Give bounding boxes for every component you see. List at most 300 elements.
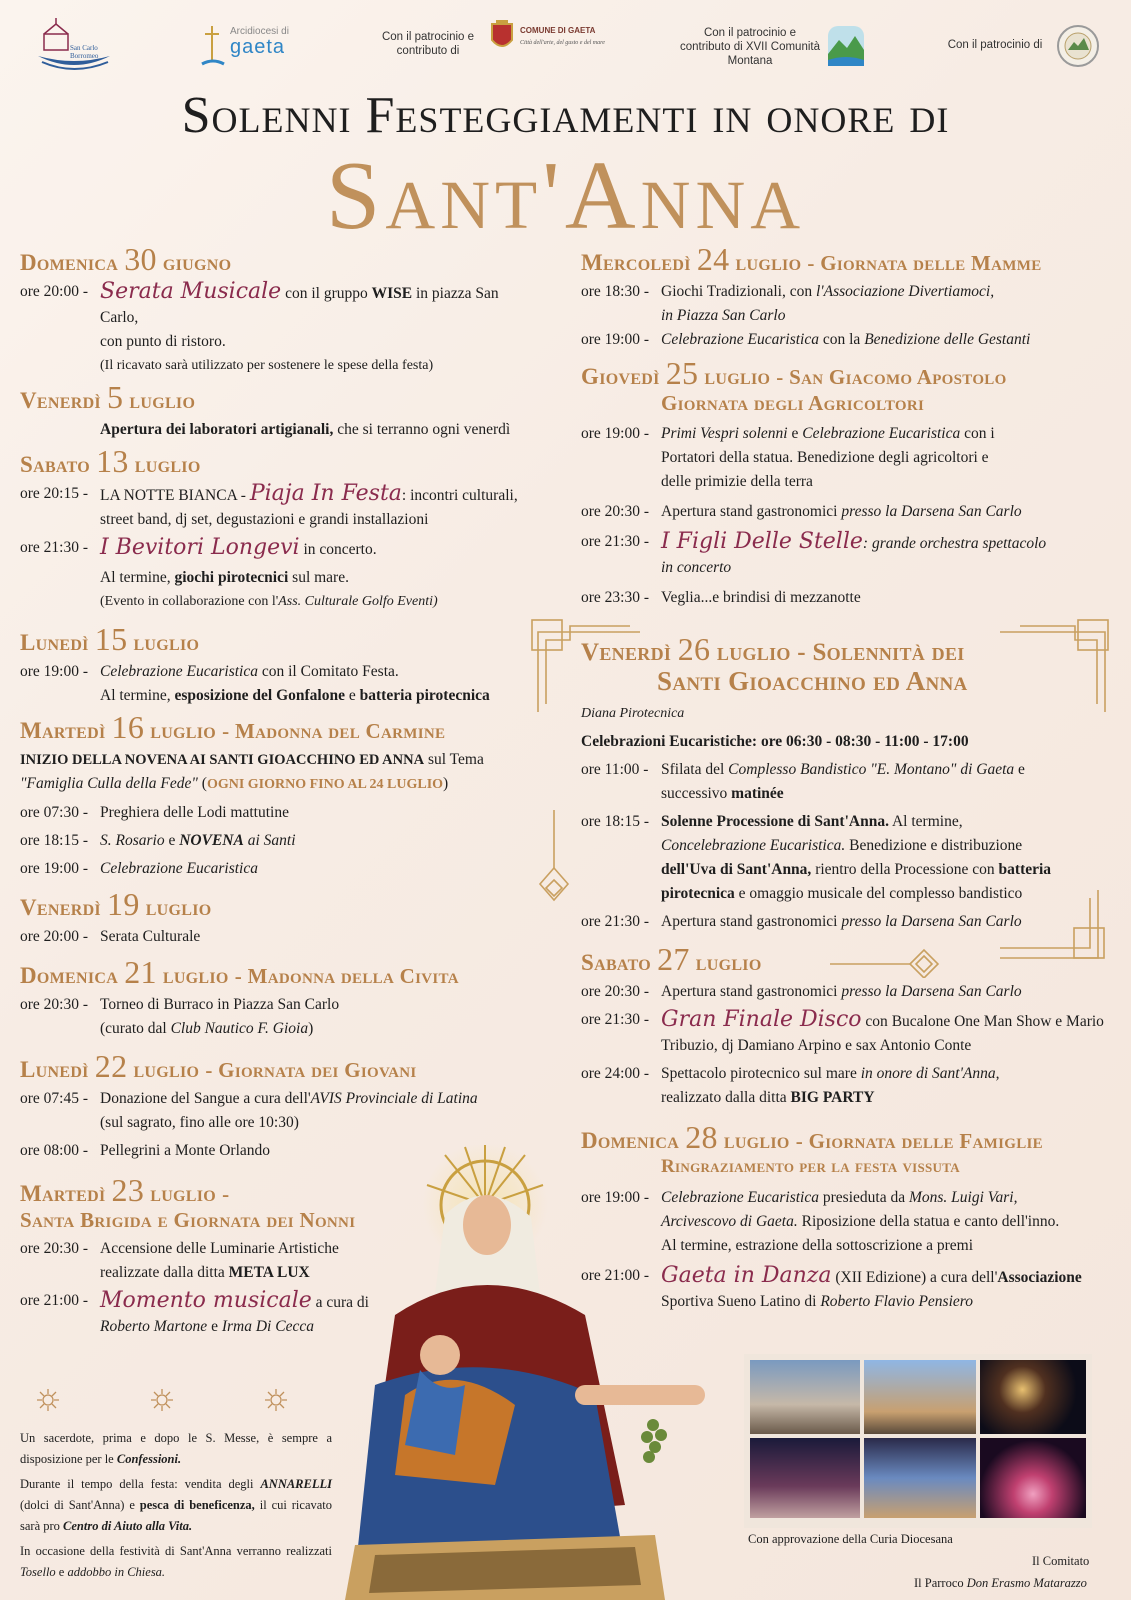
text: in onore di Sant'Anna,	[860, 1065, 1000, 1082]
day-month: giugno	[162, 250, 232, 275]
text: S. Rosario	[100, 832, 165, 849]
parroco-signature	[914, 1576, 1087, 1591]
note-tosello	[20, 1541, 332, 1583]
text: Antonio Conte	[879, 1037, 972, 1054]
event-line	[20, 280, 540, 330]
event-line	[20, 566, 540, 590]
patron1-text: Con il patrocinio e contributo di	[381, 31, 475, 57]
day-dow: Martedì	[20, 1181, 106, 1206]
event-note	[20, 590, 540, 614]
text: LA NOTTE BIANCA -	[100, 487, 246, 504]
event-script: Gran Finale Disco	[661, 1007, 862, 1032]
text: Un sacerdote, prima e dopo le S. Messe, è sempre a disposizione per le	[20, 1431, 332, 1466]
text: presso la Darsena San Carlo	[841, 983, 1022, 1000]
text: sax	[855, 1037, 877, 1054]
photo-procession	[750, 1360, 860, 1434]
text: successivo	[661, 785, 728, 802]
text: Celebrazione Eucaristica	[661, 331, 819, 348]
text: (XII Edizione) a cura dell'	[835, 1269, 998, 1286]
text: META LUX	[228, 1264, 310, 1281]
text: giochi pirotecnici	[174, 569, 289, 586]
ornament-row	[36, 1388, 296, 1417]
text: che si terranno ogni venerdì	[337, 421, 511, 438]
text: e	[58, 1565, 65, 1579]
event-line	[20, 536, 540, 562]
event-time: ore 20:30 -	[20, 996, 89, 1013]
text: matinée	[731, 785, 784, 802]
text: Al termine,	[100, 569, 171, 586]
event-line: "Famiglia Culla della Fede" (OGNI GIORNO FINO AL 24 LUGLIO)	[20, 775, 449, 792]
event-line	[581, 470, 1111, 494]
day-dow: Venerdì	[20, 895, 101, 920]
text: Preghiera delle Lodi mattutine	[100, 804, 289, 821]
day-heading	[581, 355, 1111, 391]
text: Riposizione della statua e canto dell'inno.	[801, 1213, 1060, 1230]
day-dow: Sabato	[581, 950, 652, 975]
text: e	[791, 425, 799, 442]
event-time: ore 24:00 -	[581, 1065, 650, 1082]
day-num: 30	[124, 241, 157, 277]
text: Donazione del Sangue a cura dell'	[100, 1090, 311, 1107]
text: Irma Di Cecca	[221, 1318, 314, 1335]
event-time: ore 18:15 -	[20, 832, 89, 849]
text: Bucalone One Man Show	[891, 1013, 1052, 1030]
title-saint: Sant'Anna	[325, 142, 806, 250]
text: dell'Uva di Sant'Anna,	[661, 861, 812, 878]
park-seal-icon	[1056, 24, 1100, 68]
event-line	[581, 328, 1111, 352]
text: Spettacolo pirotecnico sul mare	[661, 1065, 857, 1082]
text: batteria pirotecnica	[359, 687, 490, 704]
patron1-motto: Città dell'arte, del gusto e del mare	[520, 40, 605, 46]
day-heading	[581, 241, 1111, 277]
event-time: ore 18:30 -	[581, 283, 650, 300]
text: realizzate dalla ditta	[100, 1264, 225, 1281]
event-line	[20, 829, 540, 853]
event-line	[581, 1086, 1111, 1110]
event-time: ore 19:00 -	[20, 663, 89, 680]
day-heading	[20, 886, 540, 922]
day-num: 26	[677, 631, 711, 667]
event-line	[20, 482, 540, 508]
text: con	[789, 283, 813, 300]
comunita-montana-logo	[827, 20, 865, 68]
text: (dolci di Sant'Anna) e	[20, 1498, 135, 1512]
text: Damiano Arpino	[737, 1037, 842, 1054]
text: (sul sagrato, fino alle ore 10:30)	[100, 1114, 299, 1131]
text: e	[168, 832, 176, 849]
day-subtitle-2: Santa Brigida e Giornata dei Nonni	[20, 1208, 356, 1232]
day-month: luglio	[134, 452, 201, 477]
day-dow: Venerdì	[20, 388, 101, 413]
day-dow: Domenica	[581, 1128, 680, 1153]
day-dow: Venerdì	[581, 639, 672, 666]
event-script: I Figli Delle Stelle	[661, 529, 863, 554]
text: Primi Vespri solenni	[661, 425, 788, 442]
day-num: 27	[657, 941, 690, 977]
text: con il Comitato Festa.	[261, 663, 399, 680]
event-time: ore 19:00 -	[581, 1189, 650, 1206]
event-time: ore 07:30 -	[20, 804, 89, 821]
text: (Il ricavato sarà utilizzato per sostenere le spese della festa)	[100, 358, 434, 373]
day-num: 21	[124, 954, 157, 990]
text: Concelebrazione Eucaristica.	[661, 837, 846, 854]
day-heading	[20, 709, 540, 745]
text: Giochi Tradizionali,	[661, 283, 786, 300]
day-subtitle: - Solennità dei	[797, 639, 965, 666]
patron1-logo-text: COMUNE DI GAETA	[520, 26, 596, 35]
text: pesca di beneficenza,	[139, 1498, 255, 1512]
text: Apertura dei laboratori artigianali,	[100, 421, 334, 438]
event-line	[20, 801, 540, 825]
day-month: luglio	[735, 250, 802, 275]
day-subtitle: - Giornata delle Famiglie	[795, 1129, 1043, 1153]
event-line	[581, 530, 1111, 556]
event-line	[20, 508, 540, 532]
day-subtitle-2: Ringraziamento per la festa vissuta	[661, 1156, 960, 1177]
text: Tribuzio,	[661, 1037, 718, 1054]
comune-gaeta-logo	[490, 20, 610, 60]
day-month: luglio	[695, 950, 762, 975]
event-line	[581, 1062, 1111, 1086]
logo2-line1: Arcidiocesi di	[230, 26, 289, 37]
text: Benedizione e distribuzione	[849, 837, 1023, 854]
text: con il gruppo	[285, 285, 368, 302]
text: e omaggio musicale del complesso bandistico	[738, 885, 1023, 902]
event-line	[581, 730, 1111, 754]
photo-collage	[744, 1354, 1092, 1528]
text: il cui ricavato sarà pro	[20, 1498, 333, 1533]
day-heading	[20, 241, 540, 277]
curia-approval: Con approvazione della Curia Diocesana	[748, 1532, 953, 1546]
text: in concerto	[661, 559, 732, 576]
event-script: Gaeta in Danza	[661, 1263, 832, 1288]
day-num: 28	[685, 1119, 718, 1155]
text: e	[1018, 761, 1025, 778]
day-subtitle: - Giornata dei Giovani	[205, 1058, 417, 1082]
event-script: Serata Musicale	[100, 279, 282, 304]
parco-logo	[1056, 24, 1100, 73]
event-line	[20, 1087, 540, 1111]
day-subtitle: - Giornata delle Mamme	[807, 251, 1042, 275]
text: Durante il tempo della festa: vendita degli	[20, 1477, 254, 1491]
day-subtitle-2: Giornata degli Agricoltori	[661, 391, 925, 415]
day-num: 25	[665, 355, 699, 391]
text: Portatori della statua. Benedizione degli agricoltori e	[661, 449, 989, 466]
day-dow: Lunedì	[20, 630, 89, 655]
day-month: luglio	[162, 963, 229, 988]
event-time: ore 20:30 -	[20, 1240, 89, 1257]
text: ANNARELLI	[260, 1477, 332, 1491]
deco-frame-bottom	[530, 808, 1115, 978]
day-num: 19	[107, 886, 140, 922]
day-month: luglio	[129, 388, 196, 413]
text: Celebrazione Eucaristica	[100, 860, 258, 877]
event-time: ore 07:45 -	[20, 1090, 89, 1107]
arcidiocesi-logo	[200, 14, 310, 74]
event-line	[581, 1034, 1111, 1058]
day-subtitle: - Madonna del Carmine	[222, 719, 446, 743]
text: Celebrazione Eucaristica	[802, 425, 961, 442]
text: Veglia...e brindisi di mezzanotte	[661, 589, 861, 606]
day-heading	[20, 443, 540, 479]
event-note	[20, 354, 540, 378]
day-dow: Martedì	[20, 718, 106, 743]
text: Apertura stand gastronomici	[661, 503, 838, 520]
event-line	[20, 418, 540, 442]
text: BIG PARTY	[790, 1089, 875, 1106]
patron3-text: Con il patrocinio di	[947, 39, 1043, 51]
text: (Evento in collaborazione con l'	[100, 594, 279, 609]
text: e	[348, 687, 356, 704]
day-num: 15	[94, 621, 128, 657]
text: sul mare.	[292, 569, 349, 586]
note-annarelli	[20, 1474, 332, 1537]
text: : incontri culturali,	[401, 487, 518, 504]
day-subtitle: - Madonna della Civita	[234, 964, 459, 988]
text: Al termine, estrazione della sottoscrizione a premi	[661, 1237, 974, 1254]
text: in Piazza San Carlo	[661, 307, 786, 324]
text: in concerto.	[303, 541, 377, 558]
day-dow: Lunedì	[20, 1057, 89, 1082]
text: Complesso Bandistico "E. Montano" di Gaeta	[728, 761, 1015, 778]
text: Roberto Flavio Pensiero	[820, 1293, 973, 1310]
mountain-icon	[827, 20, 865, 68]
deco-frame-top	[530, 612, 1115, 722]
event-script: Piaja In Festa	[249, 481, 402, 506]
text: con i	[964, 425, 995, 442]
text: Centro di Aiuto alla Vita.	[63, 1519, 193, 1533]
event-line	[581, 1008, 1111, 1034]
text: Roberto Martone	[100, 1318, 208, 1335]
text: "Famiglia Culla della Fede"	[20, 775, 198, 792]
event-time: ore 20:30 -	[581, 503, 650, 520]
text: addobbo in Chiesa.	[67, 1565, 166, 1579]
event-time: ore 21:30 -	[20, 539, 89, 556]
text: Mons. Luigi Vari,	[908, 1189, 1018, 1206]
day-dow: Mercoledì	[581, 250, 691, 275]
day-heading	[20, 621, 540, 657]
text: Club Nautico F. Gioia	[170, 1020, 309, 1037]
crest-icon	[490, 20, 514, 54]
event-time: ore 18:15 -	[581, 813, 650, 830]
text: batteria	[998, 861, 1052, 878]
event-line	[20, 660, 540, 684]
day-month: luglio	[145, 895, 212, 920]
committee-signature: Il Comitato	[1032, 1554, 1090, 1568]
text: Don Erasmo Matarazzo	[966, 1576, 1087, 1590]
text: Tosello	[20, 1565, 56, 1579]
text: esposizione del Gonfalone	[174, 687, 345, 704]
event-time: ore 21:00 -	[581, 1267, 650, 1284]
text: Associazione	[997, 1269, 1082, 1286]
day-subtitle: -	[222, 1182, 230, 1206]
day-num: 23	[111, 1172, 145, 1208]
text: Celebrazioni Eucaristiche: ore 06:30 - 08:30 - 11:00 - 17:00	[581, 733, 969, 750]
text: l'Associazione Divertiamoci,	[816, 283, 995, 300]
sunburst-icon	[36, 1388, 296, 1412]
event-time: ore 23:30 -	[581, 589, 650, 606]
text: Al termine,	[100, 687, 171, 704]
text: e	[1055, 1013, 1063, 1030]
event-time: ore 11:00 -	[581, 761, 649, 778]
day-num: 5	[107, 379, 124, 415]
notes	[20, 1428, 332, 1583]
san-carlo-logo	[34, 14, 114, 74]
text: Al termine,	[891, 813, 963, 830]
event-time: ore 20:30 -	[581, 983, 650, 1000]
text: rientro della Processione con	[815, 861, 995, 878]
text: Solenne Processione di Sant'Anna.	[661, 813, 889, 830]
day-num: 13	[96, 443, 129, 479]
patron2-text: Con il patrocinio e contributo di XVII Comunità Montana	[680, 27, 820, 67]
text: con	[865, 1013, 888, 1030]
photo-statue-outdoor	[864, 1360, 976, 1434]
day-month: luglio	[150, 1181, 217, 1206]
text: Torneo di Burraco	[100, 996, 214, 1013]
title-main: Solenni Festeggiamenti in onore di	[181, 87, 950, 144]
event-line	[20, 857, 540, 881]
text: realizzato dalla ditta	[661, 1089, 787, 1106]
event-time: ore 21:30 -	[581, 913, 650, 930]
text: pirotecnica	[661, 885, 735, 902]
photo-fireworks	[980, 1360, 1086, 1434]
text: ai Santi	[247, 832, 296, 849]
text: AVIS Provinciale di Latina	[310, 1090, 478, 1107]
day-num: 24	[696, 241, 730, 277]
text: e	[845, 1037, 853, 1054]
event-line	[20, 1111, 540, 1135]
event-line	[20, 993, 540, 1017]
event-time: ore 19:00 -	[20, 860, 89, 877]
event-line	[581, 782, 1111, 806]
text: con punto di ristoro.	[100, 333, 226, 350]
logo1-text: San Carlo Borromeo	[70, 44, 99, 60]
photo-statue-night	[864, 1438, 976, 1518]
text: e	[211, 1318, 218, 1335]
text: a cura di	[315, 1294, 369, 1311]
text: Benedizione delle Gestanti	[864, 331, 1031, 348]
text: Mario	[1066, 1013, 1104, 1030]
text: Confessioni.	[116, 1452, 182, 1466]
text: WISE	[371, 285, 413, 302]
event-line	[581, 586, 1111, 610]
event-line	[581, 280, 1111, 304]
event-time: ore 20:15 -	[20, 485, 89, 502]
cross-icon	[200, 24, 226, 68]
text: presso la Darsena San Carlo	[841, 913, 1022, 930]
text: INIZIO DELLA NOVENA AI SANTI GIOACCHINO ED ANNA	[20, 752, 425, 768]
text: in Piazza San Carlo	[217, 996, 340, 1013]
text: Arcivescovo di Gaeta.	[661, 1213, 798, 1230]
event-time: ore 08:00 -	[20, 1142, 89, 1159]
text: Celebrazione Eucaristica	[100, 663, 258, 680]
event-time: ore 20:00 -	[20, 283, 89, 300]
text: Apertura stand gastronomici	[661, 983, 838, 1000]
photo-luminarie	[980, 1438, 1086, 1518]
event-time: ore 21:30 -	[581, 533, 650, 550]
day-num: 16	[111, 709, 145, 745]
day-heading	[20, 379, 540, 415]
text: street band, dj set, degustazioni e grandi installazioni	[100, 511, 429, 528]
text: Celebrazione Eucaristica	[661, 1189, 819, 1206]
text: Il Parroco	[914, 1576, 964, 1590]
text: Accensione delle Luminarie Artistiche	[100, 1240, 339, 1257]
day-month: luglio	[723, 1128, 790, 1153]
day-dow: Domenica	[20, 250, 119, 275]
text: Sfilata del	[661, 761, 725, 778]
event-line	[581, 758, 1111, 782]
event-time: ore 19:00 -	[581, 331, 650, 348]
text: sul Tema	[427, 751, 484, 768]
text: presso la Darsena San Carlo	[841, 503, 1022, 520]
event-line	[20, 684, 540, 708]
event-line	[581, 304, 1111, 328]
text: Apertura stand gastronomici	[661, 913, 838, 930]
event-line	[20, 748, 540, 772]
logo2-line2: gaeta	[230, 36, 286, 58]
text: dj	[721, 1037, 734, 1054]
event-time: ore 19:00 -	[581, 425, 650, 442]
text: Diana Pirotecnica	[581, 706, 685, 721]
day-dow: Domenica	[20, 963, 119, 988]
day-dow: Sabato	[20, 452, 91, 477]
text: In occasione della festività di Sant'Anna verranno realizzati	[20, 1544, 332, 1558]
event-line	[20, 1017, 540, 1041]
note-confessions	[20, 1428, 332, 1470]
event-line	[581, 446, 1111, 470]
event-line	[20, 330, 540, 354]
event-line	[581, 556, 1111, 580]
event-line	[581, 422, 1111, 446]
event-line	[20, 925, 540, 949]
text: (curato dal	[100, 1020, 167, 1037]
text: OGNI GIORNO FINO AL 24 LUGLIO	[206, 777, 444, 792]
day-month: luglio	[716, 639, 791, 666]
text: Ass. Culturale Golfo Eventi)	[278, 594, 438, 609]
event-time: ore 20:00 -	[20, 928, 89, 945]
event-script: I Bevitori Longevi	[100, 535, 300, 560]
text: : grande orchestra spettacolo	[862, 535, 1047, 552]
event-time: ore 21:30 -	[581, 1011, 650, 1028]
text: delle primizie della terra	[661, 473, 813, 490]
day-dow: Giovedì	[581, 364, 660, 389]
text: di	[804, 1293, 817, 1310]
text: presieduta da	[822, 1189, 906, 1206]
text: )	[308, 1020, 314, 1037]
day-month: luglio	[704, 364, 771, 389]
day-month: luglio	[150, 718, 217, 743]
text: Pellegrini a Monte Orlando	[100, 1142, 271, 1159]
day-month: luglio	[133, 1057, 200, 1082]
saint-anne-statue-image	[335, 1145, 735, 1600]
text: con la	[822, 331, 861, 348]
event-time: ore 21:00 -	[20, 1292, 89, 1309]
day-num: 22	[94, 1048, 128, 1084]
day-month: luglio	[133, 630, 200, 655]
text: Serata Culturale	[100, 928, 201, 945]
day-heading	[20, 954, 540, 990]
event-line	[581, 500, 1111, 524]
text: in piazza San Carlo,	[100, 285, 499, 326]
event-script: Momento musicale	[100, 1288, 312, 1313]
day-subtitle-2: Santi Gioacchino ed Anna	[657, 666, 968, 696]
day-heading	[20, 1048, 540, 1084]
photo-band	[750, 1438, 860, 1518]
day-subtitle: - San Giacomo Apostolo	[776, 365, 1007, 389]
text: NOVENA	[179, 832, 244, 849]
event-line	[581, 980, 1111, 1004]
